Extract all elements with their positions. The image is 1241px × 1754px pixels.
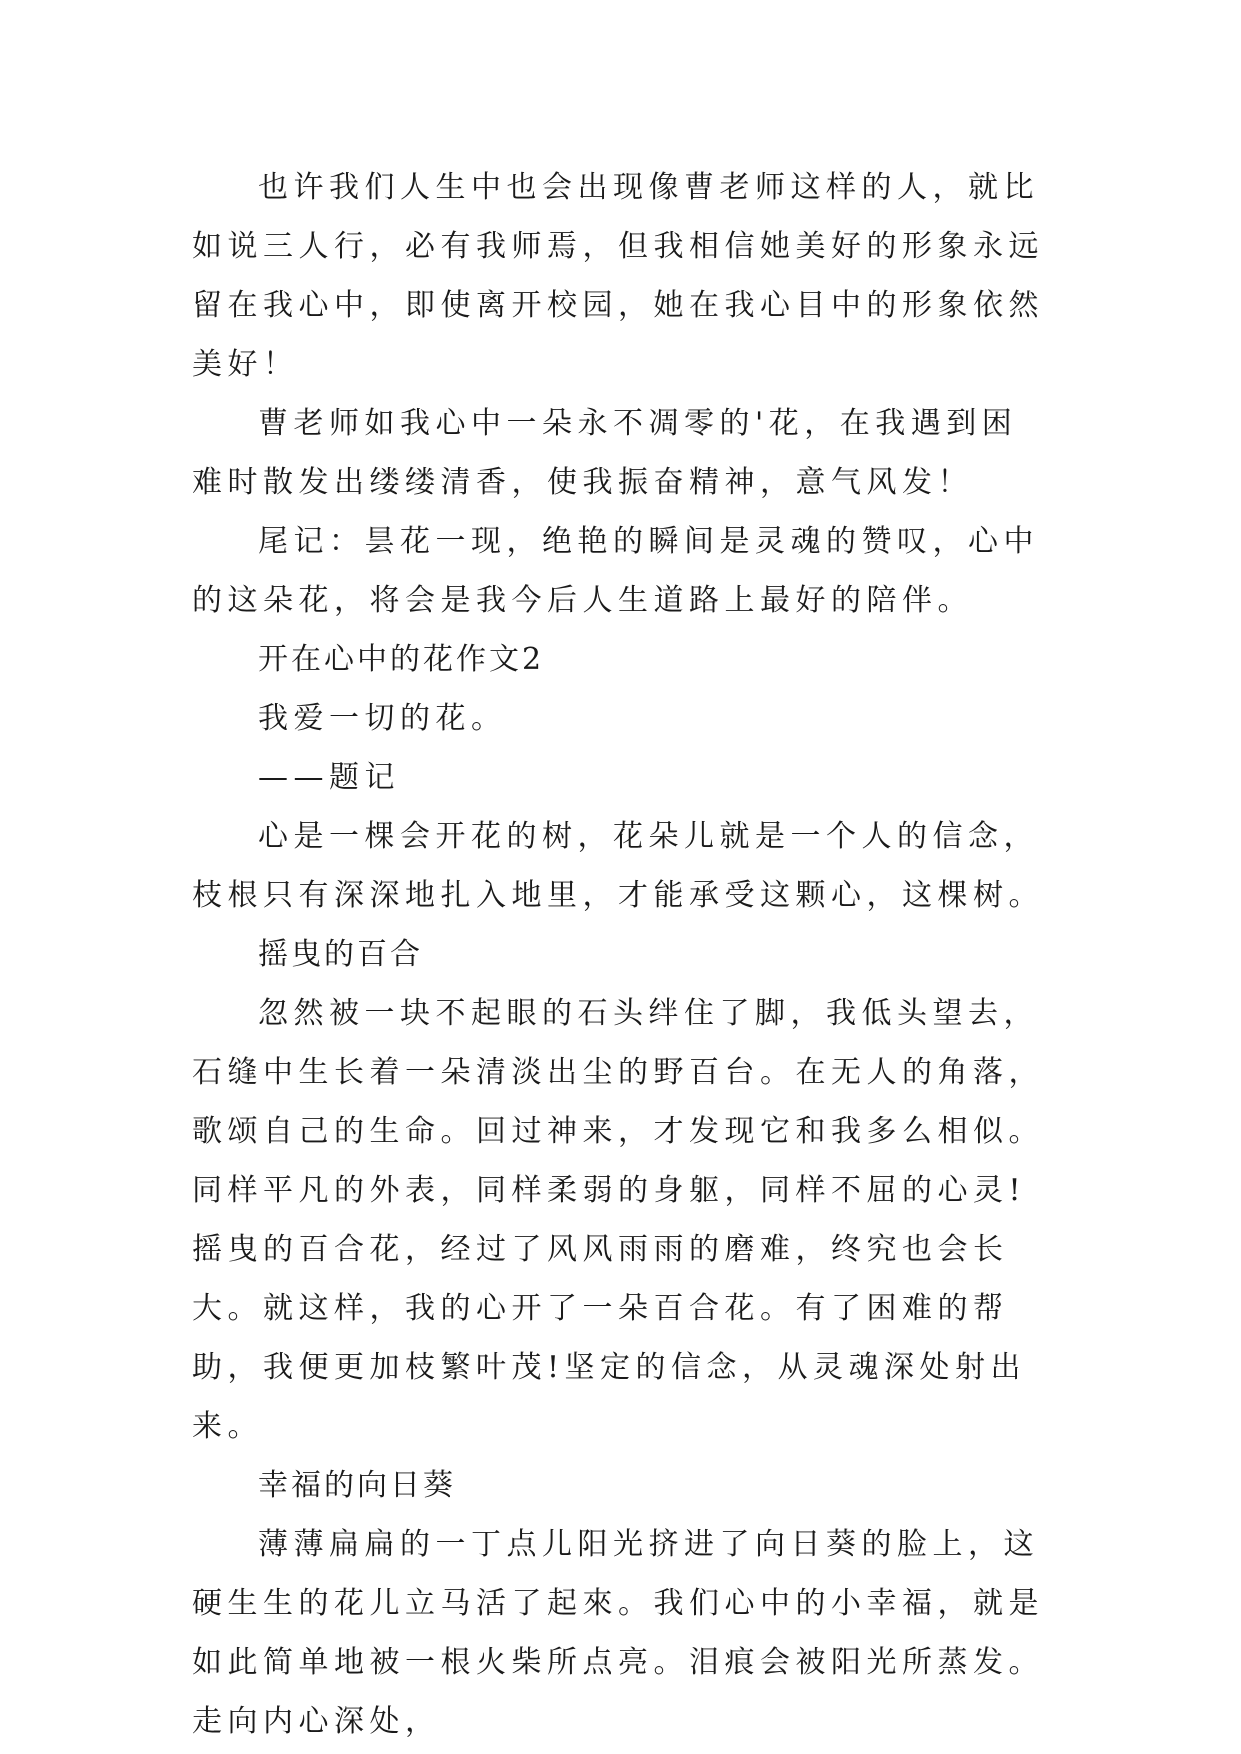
paragraph: 我爱一切的花。 <box>258 701 507 736</box>
document-page <box>192 158 1052 1751</box>
section-heading: 幸福的向日葵 <box>258 1468 456 1503</box>
section-heading: 摇曳的百合 <box>258 937 423 972</box>
paragraph: 薄薄扁扁的一丁点儿阳光挤进了向日葵的脸上，这硬生生的花儿立马活了起來。我们心中的小幸福，就是如此简单地被一根火柴所点亮。泪痕会被阳光所蒸发。走向内心深处， <box>192 1527 1044 1739</box>
paragraph: 尾记：昙花一现，绝艳的瞬间是灵魂的赞叹，心中的这朵花，将会是我今后人生道路上最好的陪伴。 <box>192 524 1039 618</box>
paragraph: 也许我们人生中也会出现像曹老师这样的人，就比如说三人行，必有我师焉，但我相信她美好的形象永远留在我心中，即使离开校园，她在我心目中的形象依然美好！ <box>192 170 1044 382</box>
paragraph: 忽然被一块不起眼的石头绊住了脚，我低头望去，石缝中生长着一朵清淡出尘的野百台。在无人的角落，歌颂自己的生命。回过神来，才发现它和我多么相似。同样平凡的外表，同样柔弱的身躯，同样不屈的心灵!摇曳的百合花，经过了风风雨雨的磨难，终究也会长大。就这样，我的心开了一朵百合花。有了困难的帮助，我便更加枝繁叶茂!坚定的信念，从灵魂深处射出来。 <box>192 996 1044 1444</box>
paragraph: 心是一棵会开花的树，花朵儿就是一个人的信念，枝根只有深深地扎入地里，才能承受这颗心，这棵树。 <box>192 819 1044 913</box>
epigraph-attribution: ——题记 <box>258 760 400 795</box>
paragraph: 曹老师如我心中一朵永不凋零的'花，在我遇到困难时散发出缕缕清香，使我振奋精神，意气风发！ <box>192 406 1018 500</box>
section-heading: 开在心中的花作文2 <box>258 642 545 677</box>
